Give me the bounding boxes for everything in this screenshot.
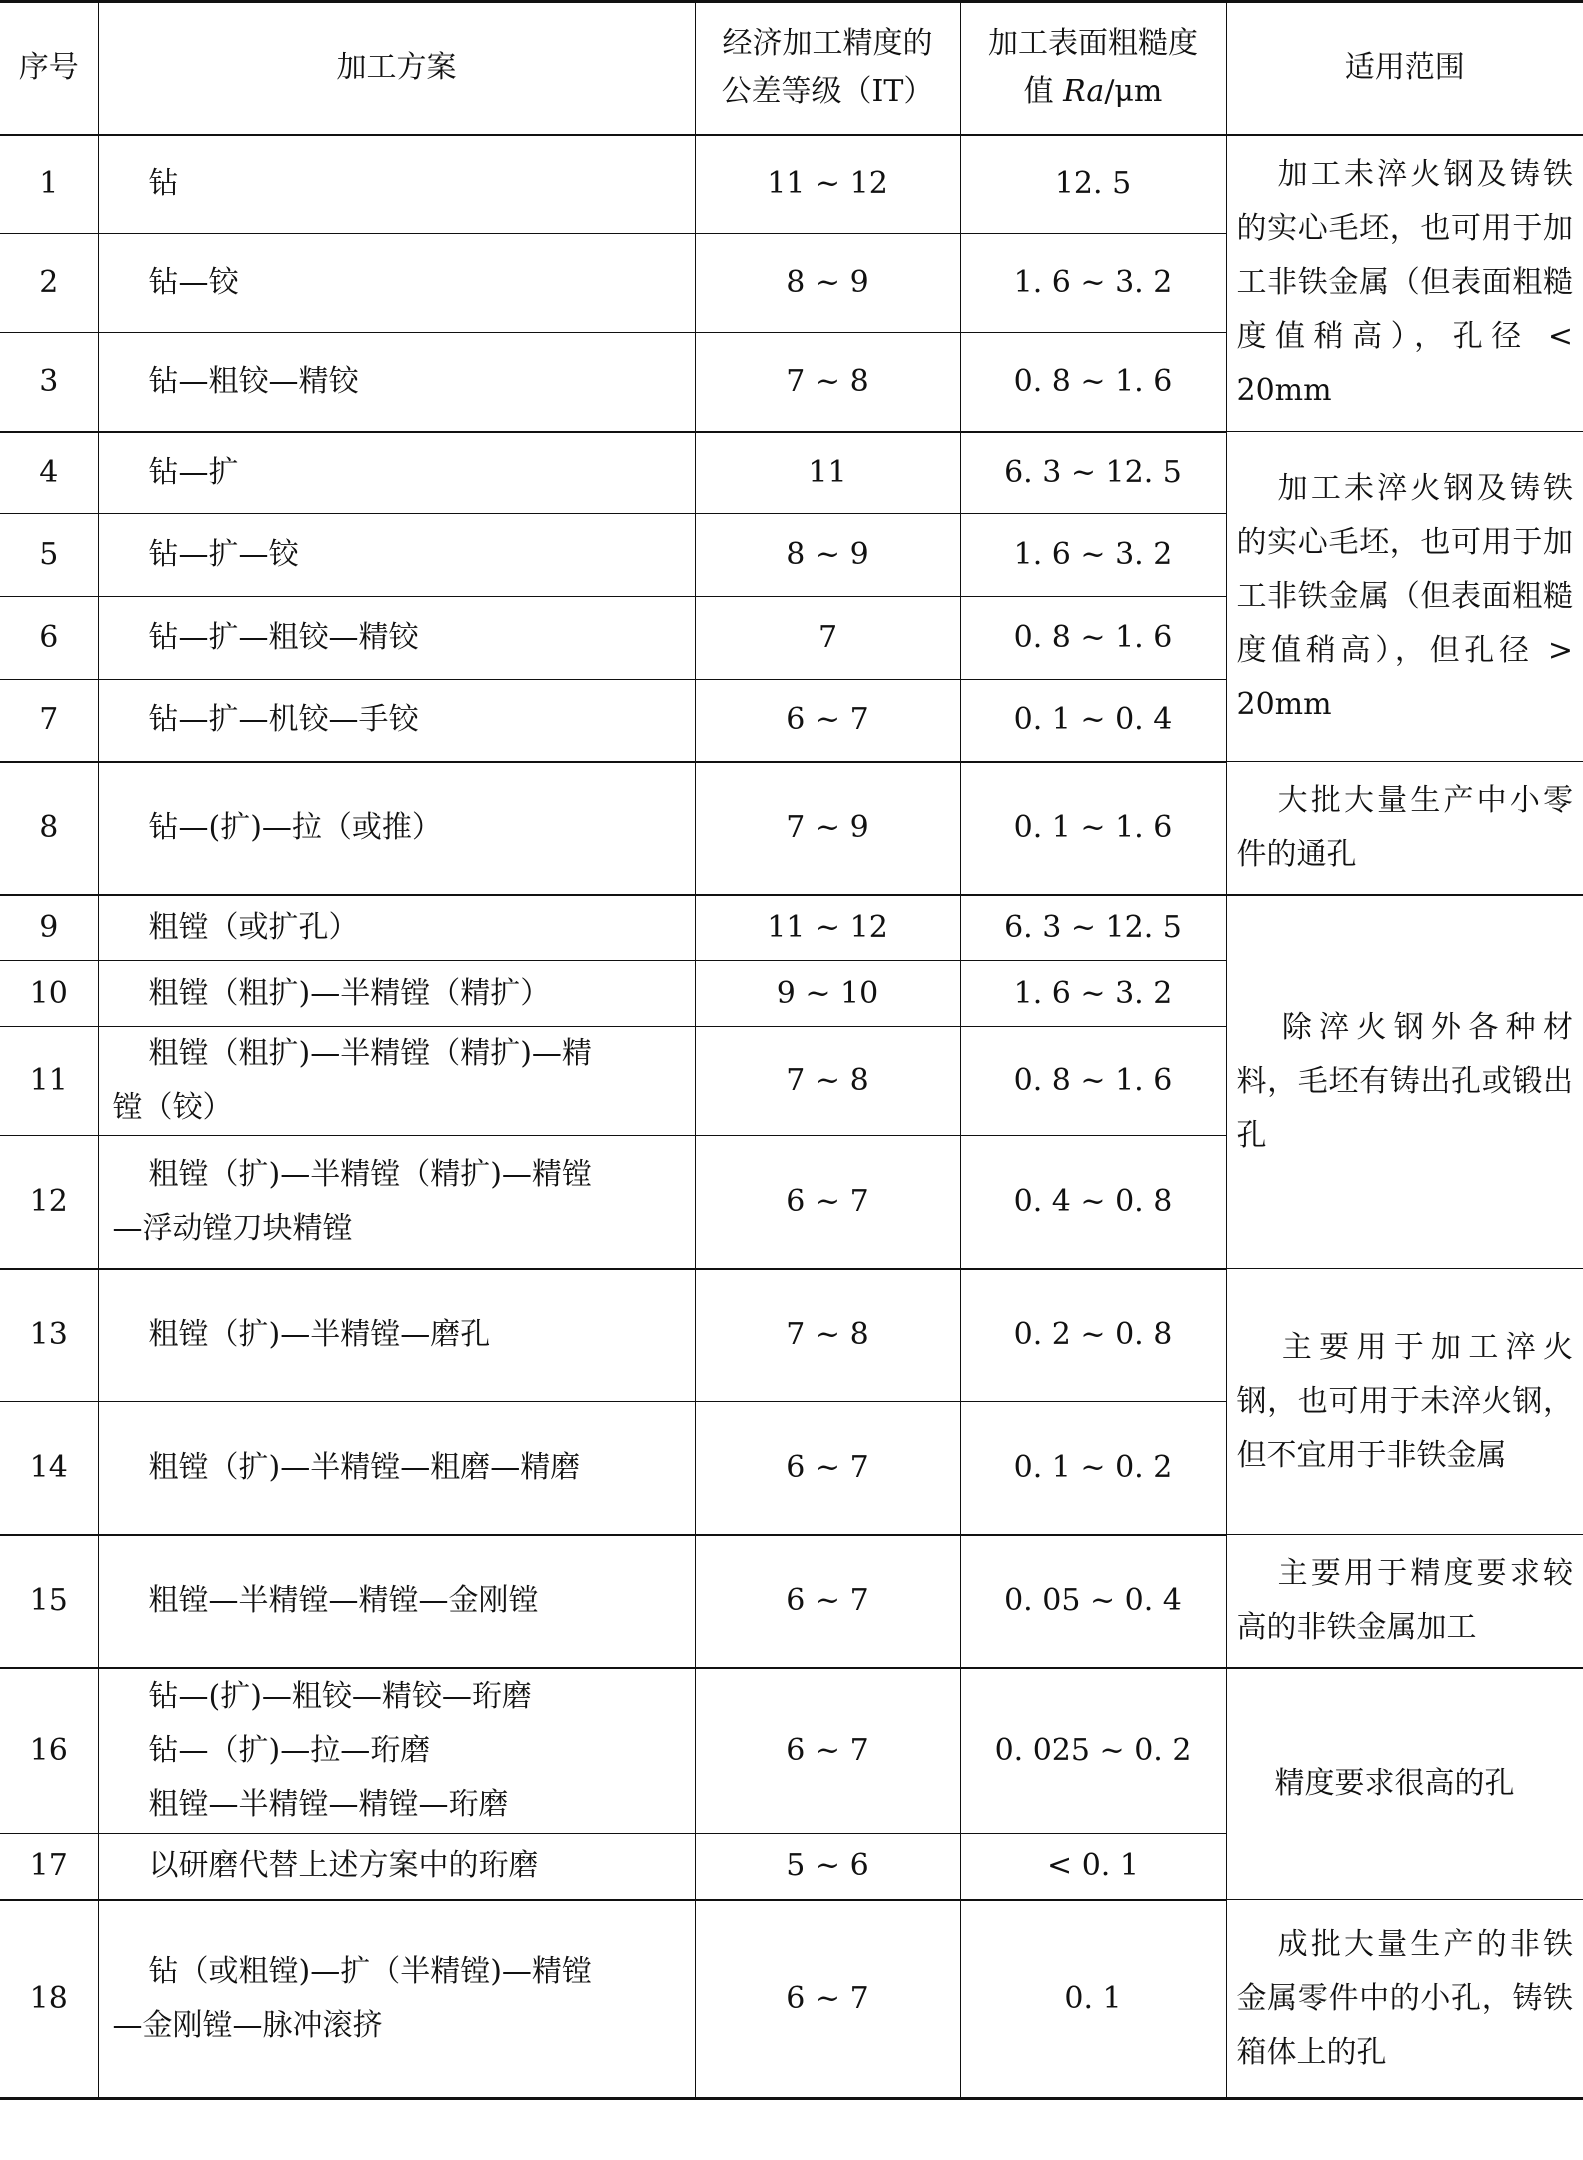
scheme-line: 镗（铰） xyxy=(112,1090,233,1125)
cell-roughness: 0. 1 ~ 0. 4 xyxy=(960,680,1226,762)
cell-accuracy: 8 ~ 9 xyxy=(695,234,960,333)
cell-scope xyxy=(1226,895,1583,1269)
cell-no: 2 xyxy=(0,234,98,333)
header-scope: 适用范围 xyxy=(1226,2,1583,135)
header-roughness-prefix: 值 xyxy=(1023,74,1064,110)
cell-scope xyxy=(1226,135,1583,432)
scope-text: 加工未淬火钢及铸铁的实心毛坯，也可用于加工非铁金属（但表面粗糙度值稍高），孔径 < 20mm xyxy=(1236,157,1573,409)
cell-roughness: 0. 1 ~ 1. 6 xyxy=(960,762,1226,895)
scheme-line: —金刚镗—脉冲滚挤 xyxy=(112,2007,383,2043)
scheme-line: —浮动镗刀块精镗 xyxy=(112,1210,353,1246)
cell-roughness: 12. 5 xyxy=(960,135,1226,234)
cell-scheme xyxy=(98,1402,695,1535)
cell-no: 7 xyxy=(0,680,98,762)
cell-scope xyxy=(1226,762,1583,895)
cell-roughness: 1. 6 ~ 3. 2 xyxy=(960,961,1226,1027)
scheme-line: 粗镗（扩)—半精镗—粗磨—精磨 xyxy=(148,1449,581,1485)
scheme-line: 钻 xyxy=(148,166,179,202)
cell-scheme xyxy=(98,1535,695,1668)
cell-no: 17 xyxy=(0,1834,98,1900)
cell-scheme xyxy=(98,1668,695,1834)
cell-no: 15 xyxy=(0,1535,98,1668)
cell-accuracy: 11 ~ 12 xyxy=(695,895,960,961)
cell-accuracy: 6 ~ 7 xyxy=(695,1402,960,1535)
header-roughness-suffix: /μm xyxy=(1104,74,1163,110)
cell-no: 1 xyxy=(0,135,98,234)
cell-scope xyxy=(1226,1535,1583,1668)
scope-text: 除淬火钢外各种材料，毛坯有铸出孔或锻出孔 xyxy=(1236,1009,1573,1153)
cell-no: 6 xyxy=(0,597,98,680)
scheme-line: 钻—扩—粗铰—精铰 xyxy=(148,620,419,655)
cell-scheme xyxy=(98,135,695,234)
scheme-line: 粗镗（粗扩)—半精镗（精扩)—精 xyxy=(148,1036,592,1071)
cell-roughness: 1. 6 ~ 3. 2 xyxy=(960,234,1226,333)
cell-accuracy: 8 ~ 9 xyxy=(695,514,960,597)
cell-no: 12 xyxy=(0,1136,98,1269)
cell-scope xyxy=(1226,432,1583,762)
cell-accuracy: 6 ~ 7 xyxy=(695,1900,960,2099)
cell-roughness: 6. 3 ~ 12. 5 xyxy=(960,895,1226,961)
cell-roughness: 0. 025 ~ 0. 2 xyxy=(960,1668,1226,1834)
cell-roughness: 0. 8 ~ 1. 6 xyxy=(960,333,1226,432)
cell-accuracy: 7 ~ 8 xyxy=(695,1027,960,1136)
scheme-line: 钻—(扩)—粗铰—精铰—珩磨 xyxy=(148,1678,532,1714)
header-no: 序号 xyxy=(0,2,98,135)
cell-accuracy: 7 ~ 8 xyxy=(695,333,960,432)
cell-scheme xyxy=(98,514,695,597)
scheme-line: 粗镗—半精镗—精镗—金刚镗 xyxy=(148,1583,539,1618)
cell-scheme xyxy=(98,1269,695,1402)
cell-roughness: 0. 4 ~ 0. 8 xyxy=(960,1136,1226,1269)
scope-text: 精度要求很高的孔 xyxy=(1274,1765,1515,1801)
cell-no: 11 xyxy=(0,1027,98,1136)
cell-accuracy: 5 ~ 6 xyxy=(695,1834,960,1900)
cell-scheme xyxy=(98,762,695,895)
scheme-line: 粗镗（或扩孔） xyxy=(148,909,359,945)
cell-roughness: 0. 05 ~ 0. 4 xyxy=(960,1535,1226,1668)
cell-scheme xyxy=(98,432,695,514)
scheme-line: 钻—扩 xyxy=(148,454,239,490)
cell-accuracy: 11 ~ 12 xyxy=(695,135,960,234)
header-accuracy-line2: 公差等级（IT） xyxy=(721,74,934,110)
table-row xyxy=(0,1900,1583,2099)
cell-roughness: 0. 8 ~ 1. 6 xyxy=(960,597,1226,680)
table-row xyxy=(0,432,1583,514)
table-row xyxy=(0,1535,1583,1668)
cell-roughness: < 0. 1 xyxy=(960,1834,1226,1900)
cell-scheme xyxy=(98,597,695,680)
cell-scope xyxy=(1226,1269,1583,1535)
header-roughness-line2 xyxy=(961,68,1226,116)
table-row xyxy=(0,762,1583,895)
table-body xyxy=(0,135,1583,2099)
cell-no: 16 xyxy=(0,1668,98,1834)
cell-accuracy: 6 ~ 7 xyxy=(695,1668,960,1834)
cell-no: 14 xyxy=(0,1402,98,1535)
cell-accuracy: 9 ~ 10 xyxy=(695,961,960,1027)
header-roughness-line1: 加工表面粗糙度 xyxy=(988,26,1198,62)
cell-scheme xyxy=(98,1834,695,1900)
cell-scheme xyxy=(98,895,695,961)
header-accuracy xyxy=(695,2,960,135)
cell-roughness: 0. 1 xyxy=(960,1900,1226,2099)
scope-text: 加工未淬火钢及铸铁的实心毛坯，也可用于加工非铁金属（但表面粗糙度值稍高），但孔径 > 20mm xyxy=(1236,470,1573,722)
cell-accuracy: 6 ~ 7 xyxy=(695,1535,960,1668)
header-scheme: 加工方案 xyxy=(98,2,695,135)
scheme-line: 钻—（扩)—拉—珩磨 xyxy=(148,1732,431,1768)
cell-scheme xyxy=(98,1900,695,2099)
scheme-line: 以研磨代替上述方案中的珩磨 xyxy=(148,1848,539,1884)
table-row xyxy=(0,135,1583,234)
scheme-line: 粗镗（扩)—半精镗（精扩)—精镗 xyxy=(148,1156,592,1192)
scheme-line: 钻—扩—铰 xyxy=(148,537,299,572)
cell-roughness: 0. 8 ~ 1. 6 xyxy=(960,1027,1226,1136)
cell-accuracy: 6 ~ 7 xyxy=(695,1136,960,1269)
scheme-line: 粗镗（扩)—半精镗—磨孔 xyxy=(148,1317,491,1353)
cell-no: 13 xyxy=(0,1269,98,1402)
cell-accuracy: 6 ~ 7 xyxy=(695,680,960,762)
table-row xyxy=(0,1269,1583,1402)
table-row xyxy=(0,1668,1583,1834)
cell-scheme xyxy=(98,1136,695,1269)
cell-roughness: 1. 6 ~ 3. 2 xyxy=(960,514,1226,597)
cell-roughness: 0. 2 ~ 0. 8 xyxy=(960,1269,1226,1402)
cell-no: 8 xyxy=(0,762,98,895)
cell-no: 3 xyxy=(0,333,98,432)
scheme-line: 钻—铰 xyxy=(148,265,239,300)
cell-scheme xyxy=(98,234,695,333)
header-roughness-ra: Ra xyxy=(1063,74,1105,110)
header-roughness xyxy=(960,2,1226,135)
scheme-line: 粗镗—半精镗—精镗—珩磨 xyxy=(148,1786,509,1822)
scope-text: 主要用于精度要求较高的非铁金属加工 xyxy=(1236,1555,1573,1645)
scheme-line: 钻—粗铰—精铰 xyxy=(148,363,359,399)
cell-accuracy: 7 xyxy=(695,597,960,680)
cell-no: 5 xyxy=(0,514,98,597)
scheme-line: 钻（或粗镗)—扩（半精镗)—精镗 xyxy=(148,1953,592,1989)
cell-scheme xyxy=(98,680,695,762)
cell-accuracy: 11 xyxy=(695,432,960,514)
cell-accuracy: 7 ~ 8 xyxy=(695,1269,960,1402)
cell-accuracy: 7 ~ 9 xyxy=(695,762,960,895)
scheme-line: 粗镗（粗扩)—半精镗（精扩） xyxy=(148,975,551,1011)
cell-roughness: 6. 3 ~ 12. 5 xyxy=(960,432,1226,514)
scope-text: 成批大量生产的非铁金属零件中的小孔，铸铁箱体上的孔 xyxy=(1236,1926,1573,2070)
cell-roughness: 0. 1 ~ 0. 2 xyxy=(960,1402,1226,1535)
scope-text: 主要用于加工淬火钢，也可用于未淬火钢，但不宜用于非铁金属 xyxy=(1236,1329,1573,1473)
cell-scheme xyxy=(98,333,695,432)
cell-scheme xyxy=(98,1027,695,1136)
cell-no: 4 xyxy=(0,432,98,514)
table-row xyxy=(0,895,1583,961)
cell-no: 10 xyxy=(0,961,98,1027)
scheme-line: 钻—(扩)—拉（或推） xyxy=(148,810,442,845)
cell-no: 9 xyxy=(0,895,98,961)
cell-scheme xyxy=(98,961,695,1027)
cell-no: 18 xyxy=(0,1900,98,2099)
header-accuracy-line1: 经济加工精度的 xyxy=(722,26,933,62)
table-header-row xyxy=(0,2,1583,135)
cell-scope xyxy=(1226,1900,1583,2099)
scope-text: 大批大量生产中小零件的通孔 xyxy=(1236,782,1573,872)
scheme-line: 钻—扩—机铰—手铰 xyxy=(148,702,419,738)
cell-scope xyxy=(1226,1668,1583,1900)
